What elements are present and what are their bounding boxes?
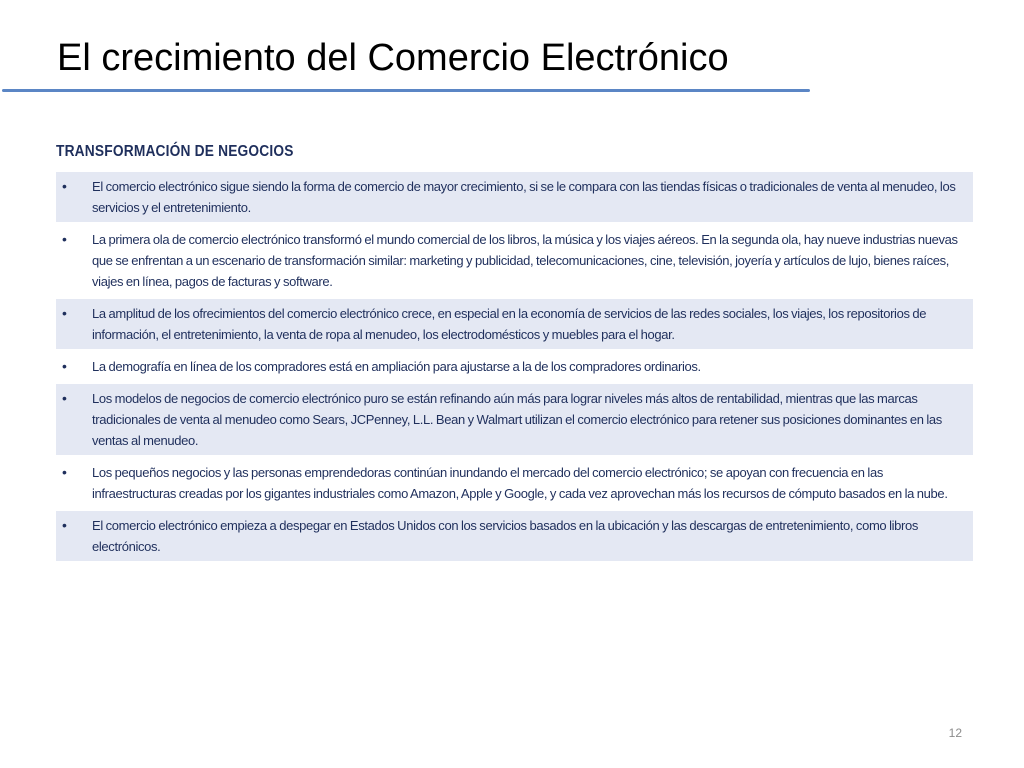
bullet-icon: • bbox=[62, 390, 67, 406]
bullet-item bbox=[56, 511, 973, 561]
bullet-item bbox=[56, 384, 973, 455]
bullet-icon: • bbox=[62, 231, 67, 247]
bullet-icon: • bbox=[62, 517, 67, 533]
bullet-list bbox=[56, 172, 973, 561]
bullet-icon: • bbox=[62, 464, 67, 480]
slide-title: El crecimiento del Comercio Electrónico bbox=[57, 37, 729, 79]
bullet-item bbox=[56, 172, 973, 222]
bullet-icon: • bbox=[62, 178, 67, 194]
bullet-text: La amplitud de los ofrecimientos del comercio electrónico crece, en especial en la economía de servicios de las redes sociales, los viajes, los repositorios de información, el entretenimiento, la venta de ropa al menudeo, los electrodomésticos y muebles para el hogar. bbox=[92, 306, 927, 342]
bullet-icon: • bbox=[62, 358, 67, 374]
bullet-text: La primera ola de comercio electrónico transformó el mundo comercial de los libros, la música y los viajes aéreos. En la segunda ola, hay nueve industrias nuevas que se enfrentan a un escenario de transformación similar: marketing y publicidad, telecomunicaciones, cine, televisión, joyería y artículos de lujo, bienes raíces, viajes en línea, pagos de facturas y software. bbox=[92, 232, 958, 289]
bullet-text: El comercio electrónico sigue siendo la forma de comercio de mayor crecimiento, si se le compara con las tiendas físicas o tradicionales de venta al menudeo, los servicios y el entretenimiento. bbox=[92, 179, 956, 215]
bullet-text: El comercio electrónico empieza a despegar en Estados Unidos con los servicios basados en la ubicación y las descargas de entretenimiento, como libros electrónicos. bbox=[92, 518, 919, 554]
bullet-icon: • bbox=[62, 305, 67, 321]
bullet-text: Los modelos de negocios de comercio electrónico puro se están refinando aún más para lograr niveles más altos de rentabilidad, mientras que las marcas tradicionales de venta al menudeo como Sears, JCPenney, L.L. Bean y Walmart utilizan el comercio electrónico para retener sus posiciones dominantes en las ventas al menudeo. bbox=[92, 391, 942, 448]
content-panel bbox=[56, 140, 973, 564]
bullet-item bbox=[56, 352, 973, 381]
bullet-text: Los pequeños negocios y las personas emprendedoras continúan inundando el mercado del comercio electrónico; se apoyan con frecuencia en las infraestructuras creadas por los gigantes industriales como Amazon, Apple y Google, y cada vez aprovechan más los recursos de cómputo basados en la nube. bbox=[92, 465, 948, 501]
bullet-text: La demografía en línea de los compradores está en ampliación para ajustarse a la de los compradores ordinarios. bbox=[92, 359, 701, 374]
bullet-item bbox=[56, 299, 973, 349]
bullet-item bbox=[56, 458, 973, 508]
bullet-item bbox=[56, 225, 973, 296]
page-number: 12 bbox=[948, 726, 962, 740]
section-heading: TRANSFORMACIÓN DE NEGOCIOS bbox=[56, 143, 294, 160]
title-underline bbox=[2, 89, 810, 92]
